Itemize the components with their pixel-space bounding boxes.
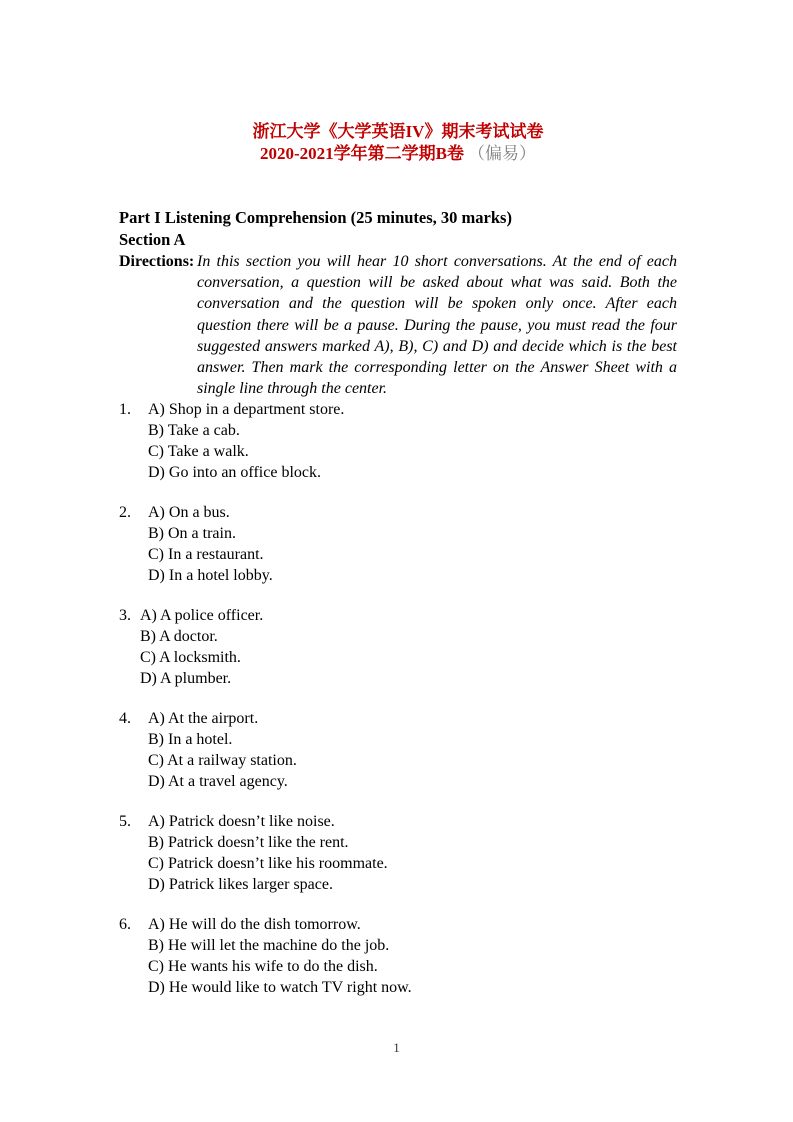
option-a: A) At the airport. xyxy=(148,710,259,728)
page-content xyxy=(119,121,677,1017)
question-4 xyxy=(119,708,677,792)
question-number: 4. xyxy=(119,710,131,728)
question-options xyxy=(148,811,677,895)
question-options xyxy=(140,605,677,689)
option-b: B) In a hotel. xyxy=(148,731,233,749)
question-3 xyxy=(119,605,677,689)
option-b: B) Take a cab. xyxy=(148,422,240,440)
question-options xyxy=(148,914,677,998)
option-d: D) A plumber. xyxy=(140,670,232,688)
option-d: D) Go into an office block. xyxy=(148,464,321,482)
option-b: B) Patrick doesn’t like the rent. xyxy=(148,834,349,852)
option-d: D) He would like to watch TV right now. xyxy=(148,979,412,997)
question-options xyxy=(148,708,677,792)
option-d: D) Patrick likes larger space. xyxy=(148,876,333,894)
question-number: 2. xyxy=(119,504,131,522)
option-d: D) At a travel agency. xyxy=(148,773,288,791)
directions-text: In this section you will hear 10 short conversations. At the end of each conversation, a question will be asked about what was said. Both the conversation and the question will be spoken only once. After each question there will be a pause. During the pause, you must read the four suggested answers marked A), B), C) and D) and decide which is the best answer. Then mark the corresponding letter on the Answer Sheet with a single line through the center. xyxy=(197,253,677,398)
option-a: A) Shop in a department store. xyxy=(148,401,345,419)
exam-difficulty-note: （偏易） xyxy=(468,144,536,163)
exam-subtitle-main: 2020-2021学年第二学期B卷 xyxy=(260,144,464,163)
question-number: 6. xyxy=(119,916,131,934)
question-number: 3. xyxy=(119,607,131,625)
option-c: C) At a railway station. xyxy=(148,752,297,770)
option-c: C) Take a walk. xyxy=(148,443,249,461)
option-c: C) Patrick doesn’t like his roommate. xyxy=(148,855,388,873)
option-a: A) He will do the dish tomorrow. xyxy=(148,916,361,934)
option-c: C) A locksmith. xyxy=(140,649,241,667)
question-number: 1. xyxy=(119,401,131,419)
option-b: B) A doctor. xyxy=(140,628,218,646)
section-header: Section A xyxy=(119,230,186,249)
directions-block xyxy=(119,251,677,399)
option-c: C) In a restaurant. xyxy=(148,546,264,564)
question-options xyxy=(148,399,677,483)
exam-title: 浙江大学《大学英语IV》期末考试试卷 xyxy=(252,122,544,141)
page-number: 1 xyxy=(393,1040,400,1055)
option-a: A) A police officer. xyxy=(140,607,264,625)
option-a: A) Patrick doesn’t like noise. xyxy=(148,813,335,831)
option-a: A) On a bus. xyxy=(148,504,230,522)
question-6 xyxy=(119,914,677,998)
part-header: Part I Listening Comprehension (25 minutes, 30 marks) xyxy=(119,208,512,227)
option-b: B) He will let the machine do the job. xyxy=(148,937,390,955)
question-5 xyxy=(119,811,677,895)
option-b: B) On a train. xyxy=(148,525,236,543)
question-options xyxy=(148,502,677,586)
directions-label: Directions: xyxy=(119,253,195,270)
option-d: D) In a hotel lobby. xyxy=(148,567,273,585)
exam-subtitle xyxy=(119,143,677,165)
question-1 xyxy=(119,399,677,483)
question-list xyxy=(119,399,677,998)
question-2 xyxy=(119,502,677,586)
question-number: 5. xyxy=(119,813,131,831)
exam-title-block xyxy=(119,121,677,165)
option-c: C) He wants his wife to do the dish. xyxy=(148,958,378,976)
